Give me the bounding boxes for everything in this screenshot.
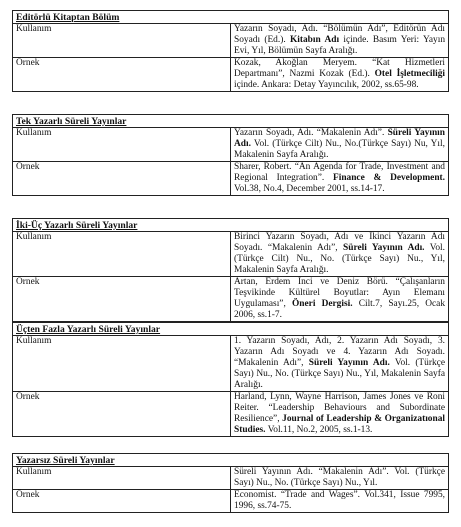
citation-segment: Vol.38, No.4, December 2001, ss.14-17. xyxy=(234,184,385,194)
citation-segment: 1. Yazarın Soyadı, Adı, 2. Yazarın Adı Soyadı, 3. Yazarın Adı Soyadı ve 4. Yazarın Adı Soyadı. “Makalenin Adı”, xyxy=(234,336,445,368)
citation-segment: içinde. Basım Yeri: Yayın Evi, Yıl, Bölümün Sayfa Aralığı. xyxy=(234,35,446,56)
section-title: Üçten Fazla Yazarlı Süreli Yayınlar xyxy=(13,323,449,336)
citation-segment-bold: Süreli Yayının Adı. xyxy=(343,243,425,253)
usage-row xyxy=(13,24,449,58)
citation-segment-bold: Süreli Yayının Adı. xyxy=(308,358,390,368)
citation-format xyxy=(231,232,449,277)
citation-segment: içinde. Ankara: Detay Yayıncılık, 2002, ss.65-98. xyxy=(234,80,419,90)
citation-format xyxy=(231,128,449,162)
row-label: Kullanım xyxy=(13,336,231,392)
citation-segment: Artan, Erdem İnci ve Deniz Börü. “Çalışanların Teşvikinde Kültürel Boyutlar: Ayın Elemanı Uygulaması”, xyxy=(234,277,445,309)
citation-segment: Birinci Yazarın Soyadı, Adı ve İkinci Yazarın Adı Soyadı. “Makalenin Adı”, xyxy=(234,232,445,253)
citation-table-anonymous-periodical xyxy=(12,453,449,513)
citation-table-multi-author-periodical xyxy=(12,322,449,437)
citation-segment: Vol. (Türkçe Sayı) Nu., No. (Türkçe Sayı) Nu., Yıl, Makalenin Sayfa Aralığı. xyxy=(234,358,445,390)
example-row xyxy=(13,392,449,437)
citation-segment-bold: Otel İşletmeciliği xyxy=(374,69,445,79)
section-title: Tek Yazarlı Süreli Yayınlar xyxy=(13,115,449,128)
citation-segment: Economist. “Trade and Wages”. Vol.341, Issue 7995, 1996, ss.74-75. xyxy=(234,490,445,511)
citation-example xyxy=(231,277,449,322)
citation-table-single-author-periodical xyxy=(12,114,449,196)
citation-segment: Vol. (Türkçe Cilt) Nu., No. (Türkçe Sayı) Nu., Yıl, Makalenin Sayfa Aralığı. xyxy=(234,243,446,275)
citation-segment-bold: Finance & Development. xyxy=(332,173,445,183)
row-label: Örnek xyxy=(13,490,231,513)
row-label: Örnek xyxy=(13,58,231,92)
row-label: Kullanım xyxy=(13,128,231,162)
example-row xyxy=(13,277,449,322)
citation-example xyxy=(231,392,449,437)
citation-segment: Sharer, Robert. “An Agenda for Trade, Investment and Regional Integration”. xyxy=(234,162,445,183)
row-label: Örnek xyxy=(13,277,231,322)
citation-segment: Vol. (Türkçe Cilt) Nu., No.(Türkçe Sayı) Nu, Yıl, Makalenin Sayfa Aralığı. xyxy=(234,139,445,160)
usage-row xyxy=(13,467,449,490)
row-label: Kullanım xyxy=(13,467,231,490)
citation-table-two-three-author-periodical xyxy=(12,218,449,322)
citation-format xyxy=(231,336,449,392)
row-label: Örnek xyxy=(13,392,231,437)
example-row xyxy=(13,58,449,92)
citation-format xyxy=(231,24,449,58)
usage-row xyxy=(13,232,449,277)
citation-segment: Yazarın Soyadı, Adı. “Bölümün Adı”, Editörün Adı Soyadı (Ed.). xyxy=(234,24,445,45)
section-title: İki-Üç Yazarlı Süreli Yayınlar xyxy=(13,219,449,232)
citation-example xyxy=(231,58,449,92)
citation-segment: Süreli Yayının Adı. “Makalenin Adı”. Vol. (Türkçe Sayı) Nu., No. (Türkçe Sayı) Nu., Yıl. xyxy=(234,467,445,488)
example-row xyxy=(13,490,449,513)
citation-segment-bold: Journal of Leadership & Organizatıonal Studies. xyxy=(234,414,445,435)
citation-segment-bold: Öneri Dergisi. xyxy=(291,299,353,309)
section-title: Editörlü Kitaptan Bölüm xyxy=(13,11,449,24)
citation-example xyxy=(231,490,449,513)
section-title: Yazarsız Süreli Yayınlar xyxy=(13,454,449,467)
citation-format xyxy=(231,467,449,490)
citation-segment: Vol.11, No.2, 2005, ss.1-13. xyxy=(265,425,373,435)
citation-segment: Kozak, Akoğlan Meryem. “Kat Hizmetleri Departmanı”, Nazmi Kozak (Ed.). xyxy=(234,58,445,79)
citation-segment-bold: Kitabın Adı xyxy=(289,35,340,45)
citation-segment: Cilt.7, Sayı.25, Ocak 2006, ss.1-7. xyxy=(234,299,446,320)
usage-row xyxy=(13,336,449,392)
citation-table-edited-book-chapter xyxy=(12,10,449,92)
row-label: Örnek xyxy=(13,162,231,196)
row-label: Kullanım xyxy=(13,232,231,277)
citation-segment-bold: Süreli Yayının Adı. xyxy=(234,128,445,149)
citation-segment: Yazarın Soyadı, Adı. “Makalenin Adı”. xyxy=(234,128,388,138)
usage-row xyxy=(13,128,449,162)
example-row xyxy=(13,162,449,196)
citation-segment: Harland, Lynn, Wayne Harrison, James Jones ve Roni Reiter. “Leadership Behaviours and Subordinate Resilience”, xyxy=(234,392,445,424)
row-label: Kullanım xyxy=(13,24,231,58)
citation-example xyxy=(231,162,449,196)
